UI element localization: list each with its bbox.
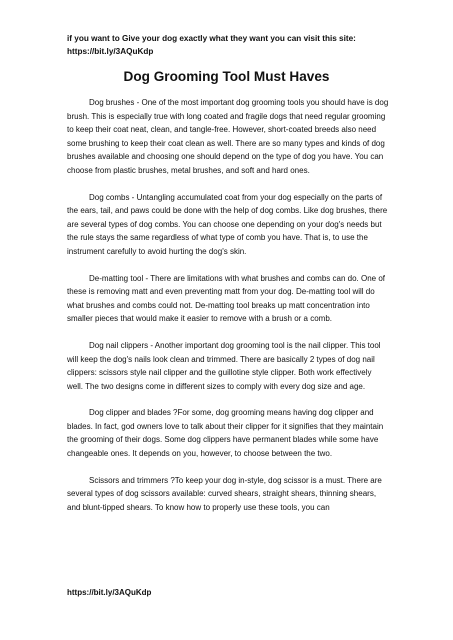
- article-body: [67, 96, 389, 514]
- paragraph-dog-combs: Dog combs - Untangling accumulated coat from your dog especially on the parts of the ears, tail, and paws could be done with the help of dog combs. Like dog brushes, there are several types of dog combs. You can choose one depending on your dog's needs but the rule stays the same regardless of what type of comb you have. That is, to use the instrument carefully to avoid hurting the dog's skin.: [67, 192, 388, 256]
- page-title: Dog Grooming Tool Must Haves: [123, 69, 330, 84]
- promo-header: [67, 32, 397, 58]
- paragraph-de-matting-tool: De-matting tool - There are limitations with what brushes and combs can do. One of these is removing matt and even preventing matt from your dog. De-matting tool will do what brushes and combs could not. De-matting tool breaks up matt concentration into smaller pieces that would make it easier to remove with a brush or a comb.: [67, 273, 385, 324]
- paragraph-scissors-and-trimmers: Scissors and trimmers ?To keep your dog in-style, dog scissor is a must. There are several types of dog scissors available: curved shears, straight shears, thinning shears, and blunt-tipped shears. To know how to properly use these tools, you can: [67, 475, 382, 512]
- promo-text: if you want to Give your dog exactly what they want you can visit this site:: [67, 34, 356, 43]
- promo-link[interactable]: https://bit.ly/3AQuKdp: [67, 47, 154, 56]
- footer-link[interactable]: https://bit.ly/3AQuKdp: [67, 588, 152, 597]
- paragraph-nail-clippers: Dog nail clippers - Another important dog grooming tool is the nail clipper. This tool will keep the dog's nails look clean and trimmed. There are basically 2 types of dog nail clippers: scissors style nail clipper and the guillotine style clipper. Both work effectively well. The two designs come in different sizes to comply with every dog size and age.: [67, 340, 381, 391]
- paragraph-dog-brushes: Dog brushes - One of the most important dog grooming tools you should have is dog brush. This is especially true with long coated and fragile dogs that need regular grooming to keep their coat neat, clean, and tangle-free. However, short-coated breeds also need some brushing to keep their coat clean as well. There are so many types and kinds of dog brushes available and choosing one should depend on the type of dog you have. You can choose from plastic brushes, metal brushes, and soft and hard ones.: [67, 98, 389, 175]
- paragraph-clipper-and-blades: Dog clipper and blades ?For some, dog grooming means having dog clipper and blades. In fact, god owners love to talk about their clipper for it signifies that they maintain the grooming of their dogs. Some dog clippers have permanent blades while some have changeable ones. It depends on you, however, to choose between the two.: [67, 408, 384, 459]
